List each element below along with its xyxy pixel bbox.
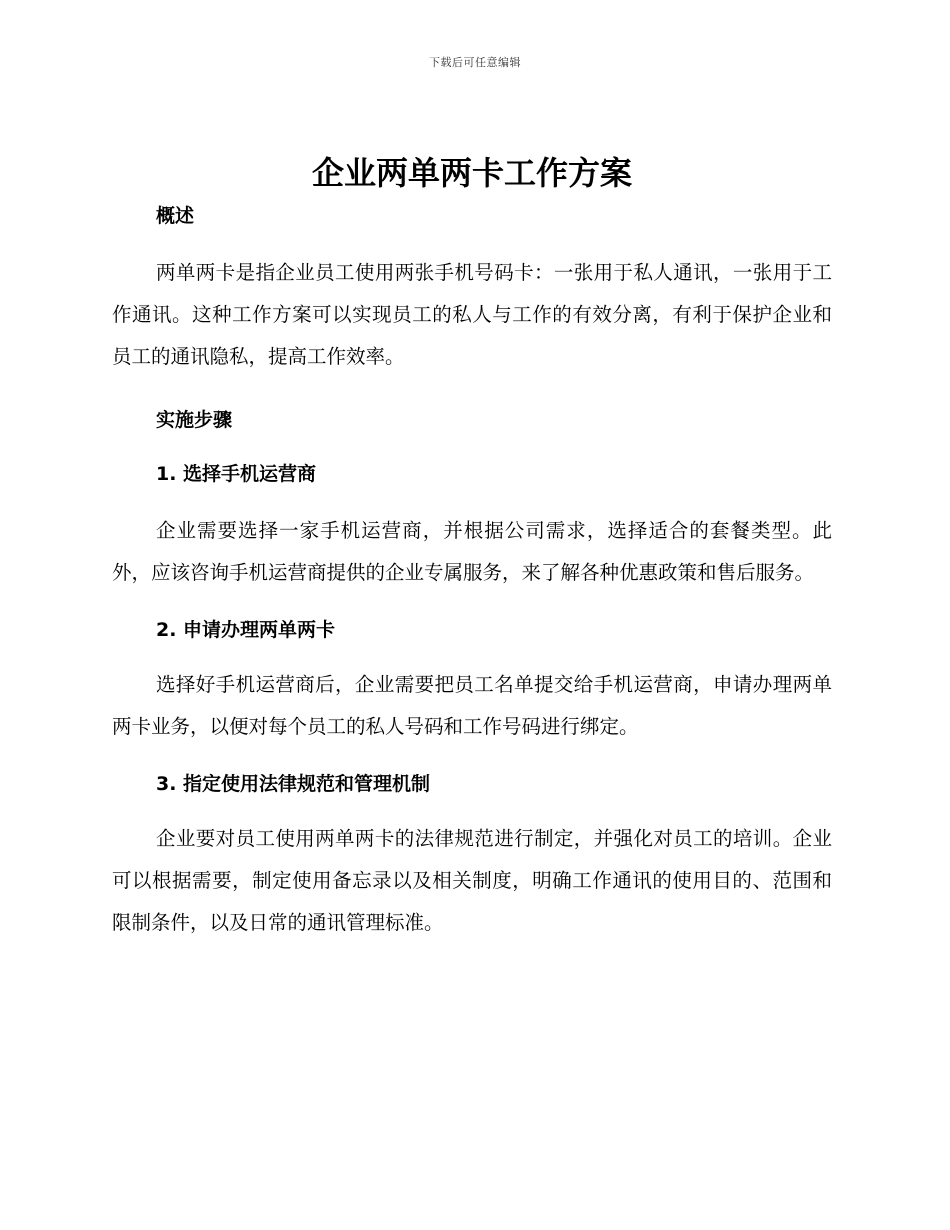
- document-body: [112, 150, 832, 944]
- step-heading-1: 1. 选择手机运营商: [156, 463, 317, 485]
- paragraph-step-3: 企业要对员工使用两单两卡的法律规范进行制定，并强化对员工的培训。企业可以根据需要，制定使用备忘录以及相关制度，明确工作通讯的使用目的、范围和限制条件，以及日常的通讯管理标准。: [112, 827, 832, 934]
- section-heading-implementation-steps: 实施步骤: [156, 409, 233, 431]
- paragraph-step-2: 选择好手机运营商后，企业需要把员工名单提交给手机运营商，申请办理两单两卡业务，以便对每个员工的私人号码和工作号码进行绑定。: [112, 673, 832, 738]
- document-title: 企业两单两卡工作方案: [311, 154, 632, 192]
- paragraph-step-1: 企业需要选择一家手机运营商，并根据公司需求，选择适合的套餐类型。此外，应该咨询手机运营商提供的企业专属服务，来了解各种优惠政策和售后服务。: [112, 519, 832, 584]
- step-heading-2: 2. 申请办理两单两卡: [156, 619, 336, 641]
- paragraph-overview: 两单两卡是指企业员工使用两张手机号码卡：一张用于私人通讯，一张用于工作通讯。这种工作方案可以实现员工的私人与工作的有效分离，有利于保护企业和员工的通讯隐私，提高工作效率。: [112, 261, 832, 368]
- section-heading-overview: 概述: [156, 205, 195, 227]
- header-note: 下载后可任意编辑: [429, 56, 521, 69]
- step-heading-3: 3. 指定使用法律规范和管理机制: [156, 773, 431, 795]
